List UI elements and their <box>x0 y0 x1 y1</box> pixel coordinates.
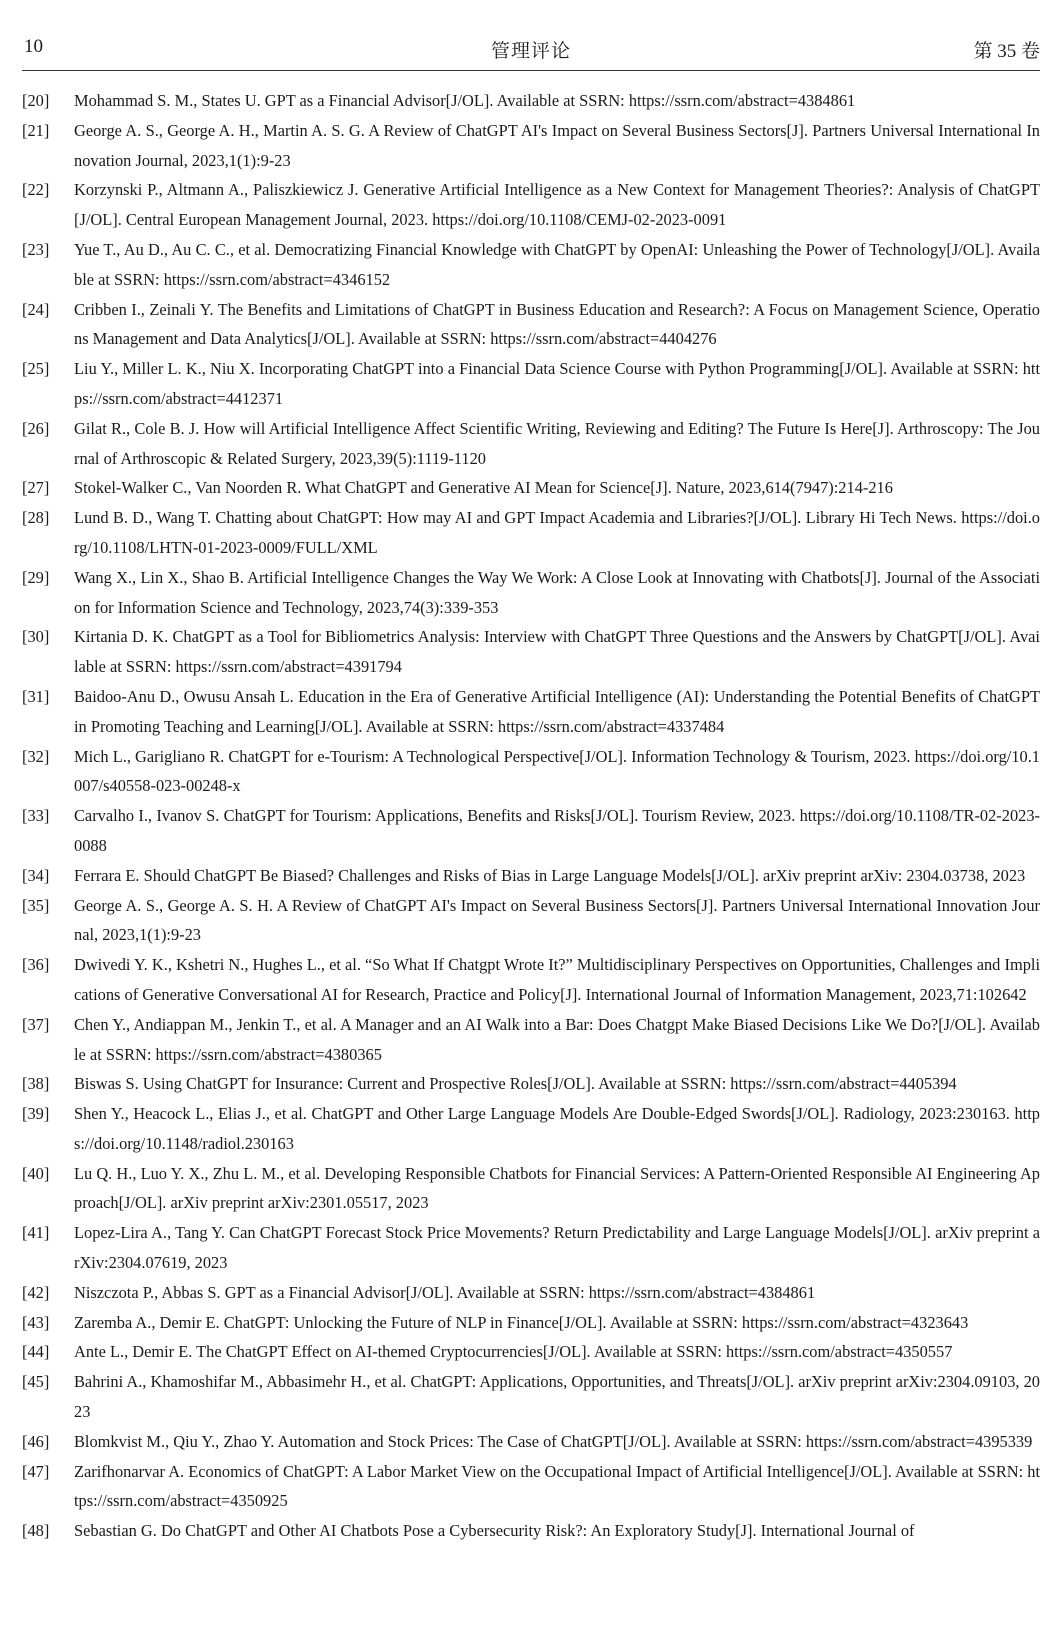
reference-number: [46] <box>22 1431 50 1451</box>
reference-entry <box>22 1278 1040 1308</box>
reference-entry <box>22 1457 1040 1517</box>
reference-text: Mohammad S. M., States U. GPT as a Financial Advisor[J/OL]. Available at SSRN: https://ssrn.com/abstract=4384861 <box>74 91 856 110</box>
reference-entry <box>22 1516 1040 1546</box>
reference-number: [30] <box>22 627 50 647</box>
reference-entry <box>22 86 1040 116</box>
reference-entry <box>22 1308 1040 1338</box>
reference-text: Yue T., Au D., Au C. C., et al. Democratizing Financial Knowledge with ChatGPT by OpenAI: Unleashing the Power of Technology[J/OL]. Available at SSRN: https://ssrn.com/abstract=4346152 <box>74 239 1040 289</box>
reference-number: [40] <box>22 1163 50 1183</box>
reference-text: Lopez-Lira A., Tang Y. Can ChatGPT Forecast Stock Price Movements? Return Predictability and Large Language Models[J/OL]. arXiv preprint arXiv:2304.07619, 2023 <box>74 1223 1040 1273</box>
reference-entry <box>22 1069 1040 1099</box>
reference-text: Kirtania D. K. ChatGPT as a Tool for Bibliometrics Analysis: Interview with ChatGPT Three Questions and the Answers by ChatGPT[J/OL]. Available at SSRN: https://ssrn.com/abstract=4391794 <box>74 627 1040 677</box>
reference-text: Lu Q. H., Luo Y. X., Zhu L. M., et al. Developing Responsible Chatbots for Financial Services: A Pattern-Oriented Responsible AI Engineering Approach[J/OL]. arXiv preprint arXiv:2301.05517, 2023 <box>74 1163 1040 1213</box>
reference-text: Shen Y., Heacock L., Elias J., et al. ChatGPT and Other Large Language Models Are Double-Edged Swords[J/OL]. Radiology, 2023:230163. https://doi.org/10.1148/radiol.230163 <box>74 1104 1040 1153</box>
reference-number: [48] <box>22 1521 50 1541</box>
reference-entry <box>22 891 1040 951</box>
reference-entry <box>22 950 1040 1010</box>
reference-text: Blomkvist M., Qiu Y., Zhao Y. Automation and Stock Prices: The Case of ChatGPT[J/OL]. Available at SSRN: https://ssrn.com/abstract=4395339 <box>74 1431 1033 1451</box>
reference-number: [22] <box>22 180 50 200</box>
page-number: 10 <box>24 36 43 57</box>
reference-entry <box>22 354 1040 414</box>
reference-text: Baidoo-Anu D., Owusu Ansah L. Education in the Era of Generative Artificial Intelligence (AI): Understanding the Potential Benefits of ChatGPT in Promoting Teaching and Learning[J/OL]. Available at SSRN: https://ssrn.com/abstract=4337484 <box>74 686 1040 736</box>
reference-text: Liu Y., Miller L. K., Niu X. Incorporating ChatGPT into a Financial Data Science Course with Python Programming[J/OL]. Available at SSRN: https://ssrn.com/abstract=4412371 <box>74 359 1040 408</box>
reference-entry <box>22 801 1040 861</box>
reference-entry <box>22 1427 1040 1457</box>
reference-text: Ante L., Demir E. The ChatGPT Effect on AI-themed Cryptocurrencies[J/OL]. Available at SSRN: https://ssrn.com/abstract=4350557 <box>74 1342 953 1362</box>
reference-entry <box>22 563 1040 623</box>
reference-number: [47] <box>22 1461 50 1481</box>
reference-number: [45] <box>22 1372 50 1392</box>
reference-entry <box>22 1337 1040 1367</box>
reference-entry <box>22 116 1040 176</box>
reference-number: [29] <box>22 567 50 587</box>
reference-number: [27] <box>22 478 50 498</box>
reference-number: [41] <box>22 1223 50 1243</box>
reference-text: George A. S., George A. H., Martin A. S. G. A Review of ChatGPT AI's Impact on Several Business Sectors[J]. Partners Universal International Innovation Journal, 2023,1(1):9-23 <box>74 120 1040 170</box>
reference-text: Wang X., Lin X., Shao B. Artificial Intelligence Changes the Way We Work: A Close Look at Innovating with Chatbots[J]. Journal of the Association for Information Science and Technology, 2023,74(3):339-353 <box>74 567 1040 617</box>
reference-number: [37] <box>22 1014 50 1034</box>
reference-entry <box>22 175 1040 235</box>
reference-text: Ferrara E. Should ChatGPT Be Biased? Challenges and Risks of Bias in Large Language Models[J/OL]. arXiv preprint arXiv: 2304.03738, 2023 <box>74 865 1026 885</box>
reference-text: Korzynski P., Altmann A., Paliszkiewicz J. Generative Artificial Intelligence as a New Context for Management Theories?: Analysis of ChatGPT[J/OL]. Central European Management Journal, 2023. https://doi.org/10.1108/CEMJ-02-2023-0091 <box>74 180 1040 230</box>
reference-entry <box>22 682 1040 742</box>
reference-number: [21] <box>22 120 50 140</box>
journal-title: 管理评论 <box>490 41 571 62</box>
reference-entry <box>22 1099 1040 1159</box>
volume-label: 第 35 卷 <box>973 41 1040 62</box>
reference-number: [25] <box>22 359 50 379</box>
reference-number: [35] <box>22 895 50 915</box>
reference-number: [44] <box>22 1342 50 1362</box>
reference-text: Gilat R., Cole B. J. How will Artificial Intelligence Affect Scientific Writing, Reviewing and Editing? The Future Is Here[J]. Arthroscopy: The Journal of Arthroscopic & Related Surgery, 2023,39(5):1119-1120 <box>74 418 1040 468</box>
reference-text: Mich L., Garigliano R. ChatGPT for e-Tourism: A Technological Perspective[J/OL]. Information Technology & Tourism, 2023. https://doi.org/10.1007/s40558-023-00248-x <box>74 746 1040 796</box>
reference-text: Zaremba A., Demir E. ChatGPT: Unlocking the Future of NLP in Finance[J/OL]. Available at SSRN: https://ssrn.com/abstract=4323643 <box>74 1312 969 1332</box>
reference-text: Biswas S. Using ChatGPT for Insurance: Current and Prospective Roles[J/OL]. Available at SSRN: https://ssrn.com/abstract=4405394 <box>74 1074 957 1094</box>
reference-text: George A. S., George A. S. H. A Review of ChatGPT AI's Impact on Several Business Sectors[J]. Partners Universal International Innovation Journal, 2023,1(1):9-23 <box>74 895 1040 945</box>
reference-number: [26] <box>22 418 50 438</box>
reference-number: [33] <box>22 806 50 826</box>
reference-number: [43] <box>22 1312 50 1332</box>
reference-number: [39] <box>22 1104 50 1124</box>
reference-entry <box>22 503 1040 563</box>
reference-entry <box>22 861 1040 891</box>
reference-list <box>22 86 1040 1546</box>
reference-text: Carvalho I., Ivanov S. ChatGPT for Tourism: Applications, Benefits and Risks[J/OL]. Tourism Review, 2023. https://doi.org/10.1108/TR-02-2023-0088 <box>74 806 1040 855</box>
reference-entry <box>22 414 1040 474</box>
reference-entry <box>22 235 1040 295</box>
reference-number: [23] <box>22 239 50 259</box>
reference-number: [24] <box>22 299 50 319</box>
reference-text: Niszczota P., Abbas S. GPT as a Financial Advisor[J/OL]. Available at SSRN: https://ssrn.com/abstract=4384861 <box>74 1282 816 1302</box>
reference-number: [42] <box>22 1282 50 1302</box>
reference-text: Zarifhonarvar A. Economics of ChatGPT: A Labor Market View on the Occupational Impact of Artificial Intelligence[J/OL]. Available at SSRN: https://ssrn.com/abstract=4350925 <box>74 1461 1040 1511</box>
reference-entry <box>22 295 1040 355</box>
reference-entry <box>22 473 1040 503</box>
reference-text: Dwivedi Y. K., Kshetri N., Hughes L., et al. “So What If Chatgpt Wrote It?” Multidisciplinary Perspectives on Opportunities, Challenges and Implications of Generative Conversational AI for Research, Practice and Policy[J]. International Journal of Information Management, 2023,71:102642 <box>74 955 1040 1004</box>
reference-number: [28] <box>22 508 50 528</box>
header-rule <box>22 70 1040 71</box>
reference-number: [36] <box>22 955 50 975</box>
reference-entry <box>22 1010 1040 1070</box>
reference-number: [34] <box>22 865 50 885</box>
reference-number: [20] <box>22 91 50 110</box>
reference-entry <box>22 622 1040 682</box>
reference-entry <box>22 1218 1040 1278</box>
reference-text: Chen Y., Andiappan M., Jenkin T., et al. A Manager and an AI Walk into a Bar: Does Chatgpt Make Biased Decisions Like We Do?[J/OL]. Available at SSRN: https://ssrn.com/abstract=4380365 <box>74 1014 1040 1064</box>
reference-entry <box>22 742 1040 802</box>
reference-text: Lund B. D., Wang T. Chatting about ChatGPT: How may AI and GPT Impact Academia and Libraries?[J/OL]. Library Hi Tech News. https://doi.org/10.1108/LHTN-01-2023-0009/FULL/XML <box>74 508 1040 557</box>
reference-text: Sebastian G. Do ChatGPT and Other AI Chatbots Pose a Cybersecurity Risk?: An Exploratory Study[J]. International Journal of <box>74 1521 915 1541</box>
reference-text: Stokel-Walker C., Van Noorden R. What ChatGPT and Generative AI Mean for Science[J]. Nature, 2023,614(7947):214-216 <box>74 478 893 498</box>
reference-entry <box>22 1367 1040 1427</box>
page-header <box>22 36 1040 66</box>
reference-number: [38] <box>22 1074 50 1094</box>
reference-entry <box>22 1159 1040 1219</box>
reference-number: [32] <box>22 746 50 766</box>
reference-text: Bahrini A., Khamoshifar M., Abbasimehr H., et al. ChatGPT: Applications, Opportunities, and Threats[J/OL]. arXiv preprint arXiv:2304.09103, 2023 <box>74 1372 1040 1422</box>
reference-text: Cribben I., Zeinali Y. The Benefits and Limitations of ChatGPT in Business Education and Research?: A Focus on Management Science, Operations Management and Data Analytics[J/OL]. Available at SSRN: https://ssrn.com/abstract=4404276 <box>74 299 1040 349</box>
reference-number: [31] <box>22 686 50 706</box>
